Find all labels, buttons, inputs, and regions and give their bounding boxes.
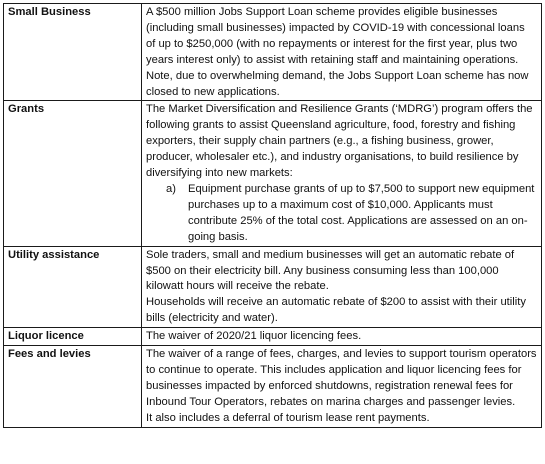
- description-paragraph: A $500 million Jobs Support Loan scheme provides eligible businesses (including small businesses) impacted by COVID-19 with concessional loans of up to $250,000 (with no repayments or interest for the first year, plus two years interest only) to assist with retaining staff and maintaining operations.: [146, 6, 525, 66]
- row-description: [142, 328, 542, 346]
- row-heading: Small Business: [4, 4, 142, 101]
- description-paragraph: Sole traders, small and medium businesses will get an automatic rebate of $500 on their electricity bill. Any business consuming less than 100,000 kilowatt hours will receive the rebate.: [146, 248, 515, 293]
- grant-list: [146, 182, 537, 246]
- description-paragraph: The waiver of 2020/21 liquor licencing fees.: [146, 330, 362, 343]
- table-row-liquor-licence: [4, 328, 542, 346]
- row-description: [142, 4, 542, 101]
- description-paragraph: Note, due to overwhelming demand, the Jobs Support Loan scheme has now closed to new applications.: [146, 69, 529, 98]
- row-description: [142, 101, 542, 246]
- row-description: [142, 246, 542, 328]
- table-row-utility-assistance: [4, 246, 542, 328]
- table-row-fees-and-levies: [4, 346, 542, 428]
- description-paragraph: Households will receive an automatic rebate of $200 to assist with their utility bills (electricity and water).: [146, 296, 526, 325]
- list-item: [166, 182, 537, 246]
- support-measures-table: [3, 3, 542, 428]
- list-marker: a): [166, 182, 176, 195]
- description-paragraph: It also includes a deferral of tourism lease rent payments.: [146, 411, 430, 424]
- description-paragraph: The Market Diversification and Resilience Grants (‘MDRG’) program offers the following grants to assist Queensland agriculture, food, forestry and fishing exporters, their supply chain partners (e.g., a fishing business, grower, producer, wholesaler etc.), and industry organisations, to build resilience by diversifying into new markets:: [146, 103, 533, 180]
- row-description: [142, 346, 542, 428]
- description-paragraph: The waiver of a range of fees, charges, and levies to support tourism operators to continue to operate. This includes application and liquor licencing fees for businesses impacted by enforced shutdowns, registration renewal fees for Inbound Tour Operators, rebates on marina charges and passenger levies.: [146, 348, 537, 408]
- row-heading: Utility assistance: [4, 246, 142, 328]
- row-heading: Grants: [4, 101, 142, 246]
- row-heading: Liquor licence: [4, 328, 142, 346]
- row-heading: Fees and levies: [4, 346, 142, 428]
- table-row-small-business: [4, 4, 542, 101]
- table-row-grants: [4, 101, 542, 246]
- list-item-text: Equipment purchase grants of up to $7,500 to support new equipment purchases up to a maximum cost of $10,000. Applicants must contribute 25% of the total cost. Applications are assessed on an on-going basis.: [188, 182, 535, 243]
